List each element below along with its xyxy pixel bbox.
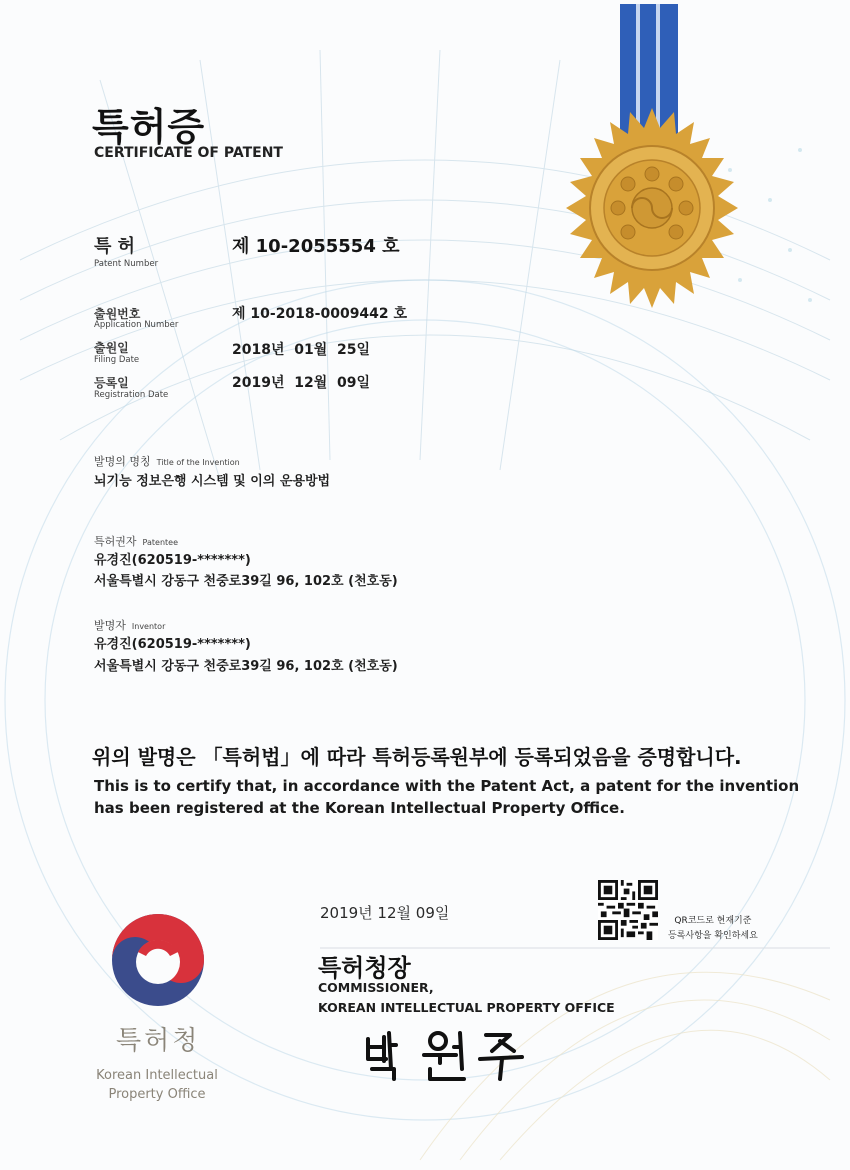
- registration-date-value: 2019년 12월 09일: [232, 375, 370, 391]
- filing-date-label: 출원일: [94, 341, 129, 355]
- office-name-line-2: Property Office: [108, 1087, 206, 1102]
- certification-statement-ko: 위의 발명은 「특허법」에 따라 특허등록원부에 등록되었음을 증명합니다.: [92, 745, 742, 769]
- patent-number-label-en: Patent Number: [94, 259, 159, 269]
- invention-label-row: [94, 450, 240, 469]
- patentee-label-en: Patentee: [142, 538, 178, 547]
- registration-date-label-en: Registration Date: [94, 390, 169, 400]
- patentee-label-row: [94, 530, 178, 549]
- inventor-address: 서울특별시 강동구 천중로39길 96, 102호 (천호동): [94, 659, 398, 674]
- taegeuk-logo: [108, 910, 208, 1010]
- inventor-label: 발명자: [94, 619, 126, 632]
- certification-statement-en: [94, 775, 799, 819]
- document-title: 특허증: [92, 105, 206, 149]
- commissioner-title: 특허청장: [318, 954, 411, 982]
- document-title-en: CERTIFICATE OF PATENT: [94, 145, 283, 161]
- application-number-label-en: Application Number: [94, 320, 179, 330]
- qr-note-line-2: 등록사항을 확인하세요: [668, 931, 758, 941]
- application-number-label: 출원번호: [94, 307, 141, 321]
- commissioner-title-en: [318, 978, 615, 1018]
- inventor-label-en: Inventor: [131, 622, 166, 631]
- office-name-ko: 특허청: [116, 1026, 201, 1056]
- invention-label-en: Title of the Invention: [156, 458, 240, 467]
- commissioner-signature: [360, 1025, 535, 1085]
- qr-code[interactable]: [598, 880, 658, 940]
- qr-note-line-1: QR코드로 현재기준: [674, 916, 752, 926]
- office-name-line-1: Korean Intellectual: [96, 1068, 218, 1083]
- invention-label: 발명의 명칭: [94, 455, 151, 468]
- qr-note: [668, 914, 758, 944]
- issue-date: 2019년 12월 09일: [320, 904, 450, 922]
- invention-title-value: 뇌기능 정보은행 시스템 및 이의 운용방법: [94, 474, 331, 489]
- office-name-en: [80, 1066, 234, 1104]
- patentee-address: 서울특별시 강동구 천중로39길 96, 102호 (천호동): [94, 574, 398, 589]
- patentee-label: 특허권자: [94, 535, 137, 548]
- registration-date-label: 등록일: [94, 376, 129, 390]
- application-number-value: 제 10-2018-0009442 호: [232, 306, 408, 322]
- certification-line-1: This is to certify that, in accordance with the Patent Act, a patent for the invention: [94, 777, 800, 795]
- patent-number-value: 제 10-2055554 호: [232, 236, 400, 257]
- gold-seal-emblem: [548, 0, 758, 310]
- commissioner-line-2: KOREAN INTELLECTUAL PROPERTY OFFICE: [318, 1000, 615, 1015]
- patent-number-label: 특 허: [94, 236, 136, 257]
- patentee-name: 유경진(620519-*******): [94, 553, 251, 568]
- inventor-label-row: [94, 614, 165, 633]
- inventor-name: 유경진(620519-*******): [94, 637, 251, 652]
- filing-date-label-en: Filing Date: [94, 355, 140, 365]
- certification-line-2: has been registered at the Korean Intellectual Property Office.: [94, 799, 625, 817]
- filing-date-value: 2018년 01월 25일: [232, 342, 370, 358]
- commissioner-line-1: COMMISSIONER,: [318, 980, 434, 995]
